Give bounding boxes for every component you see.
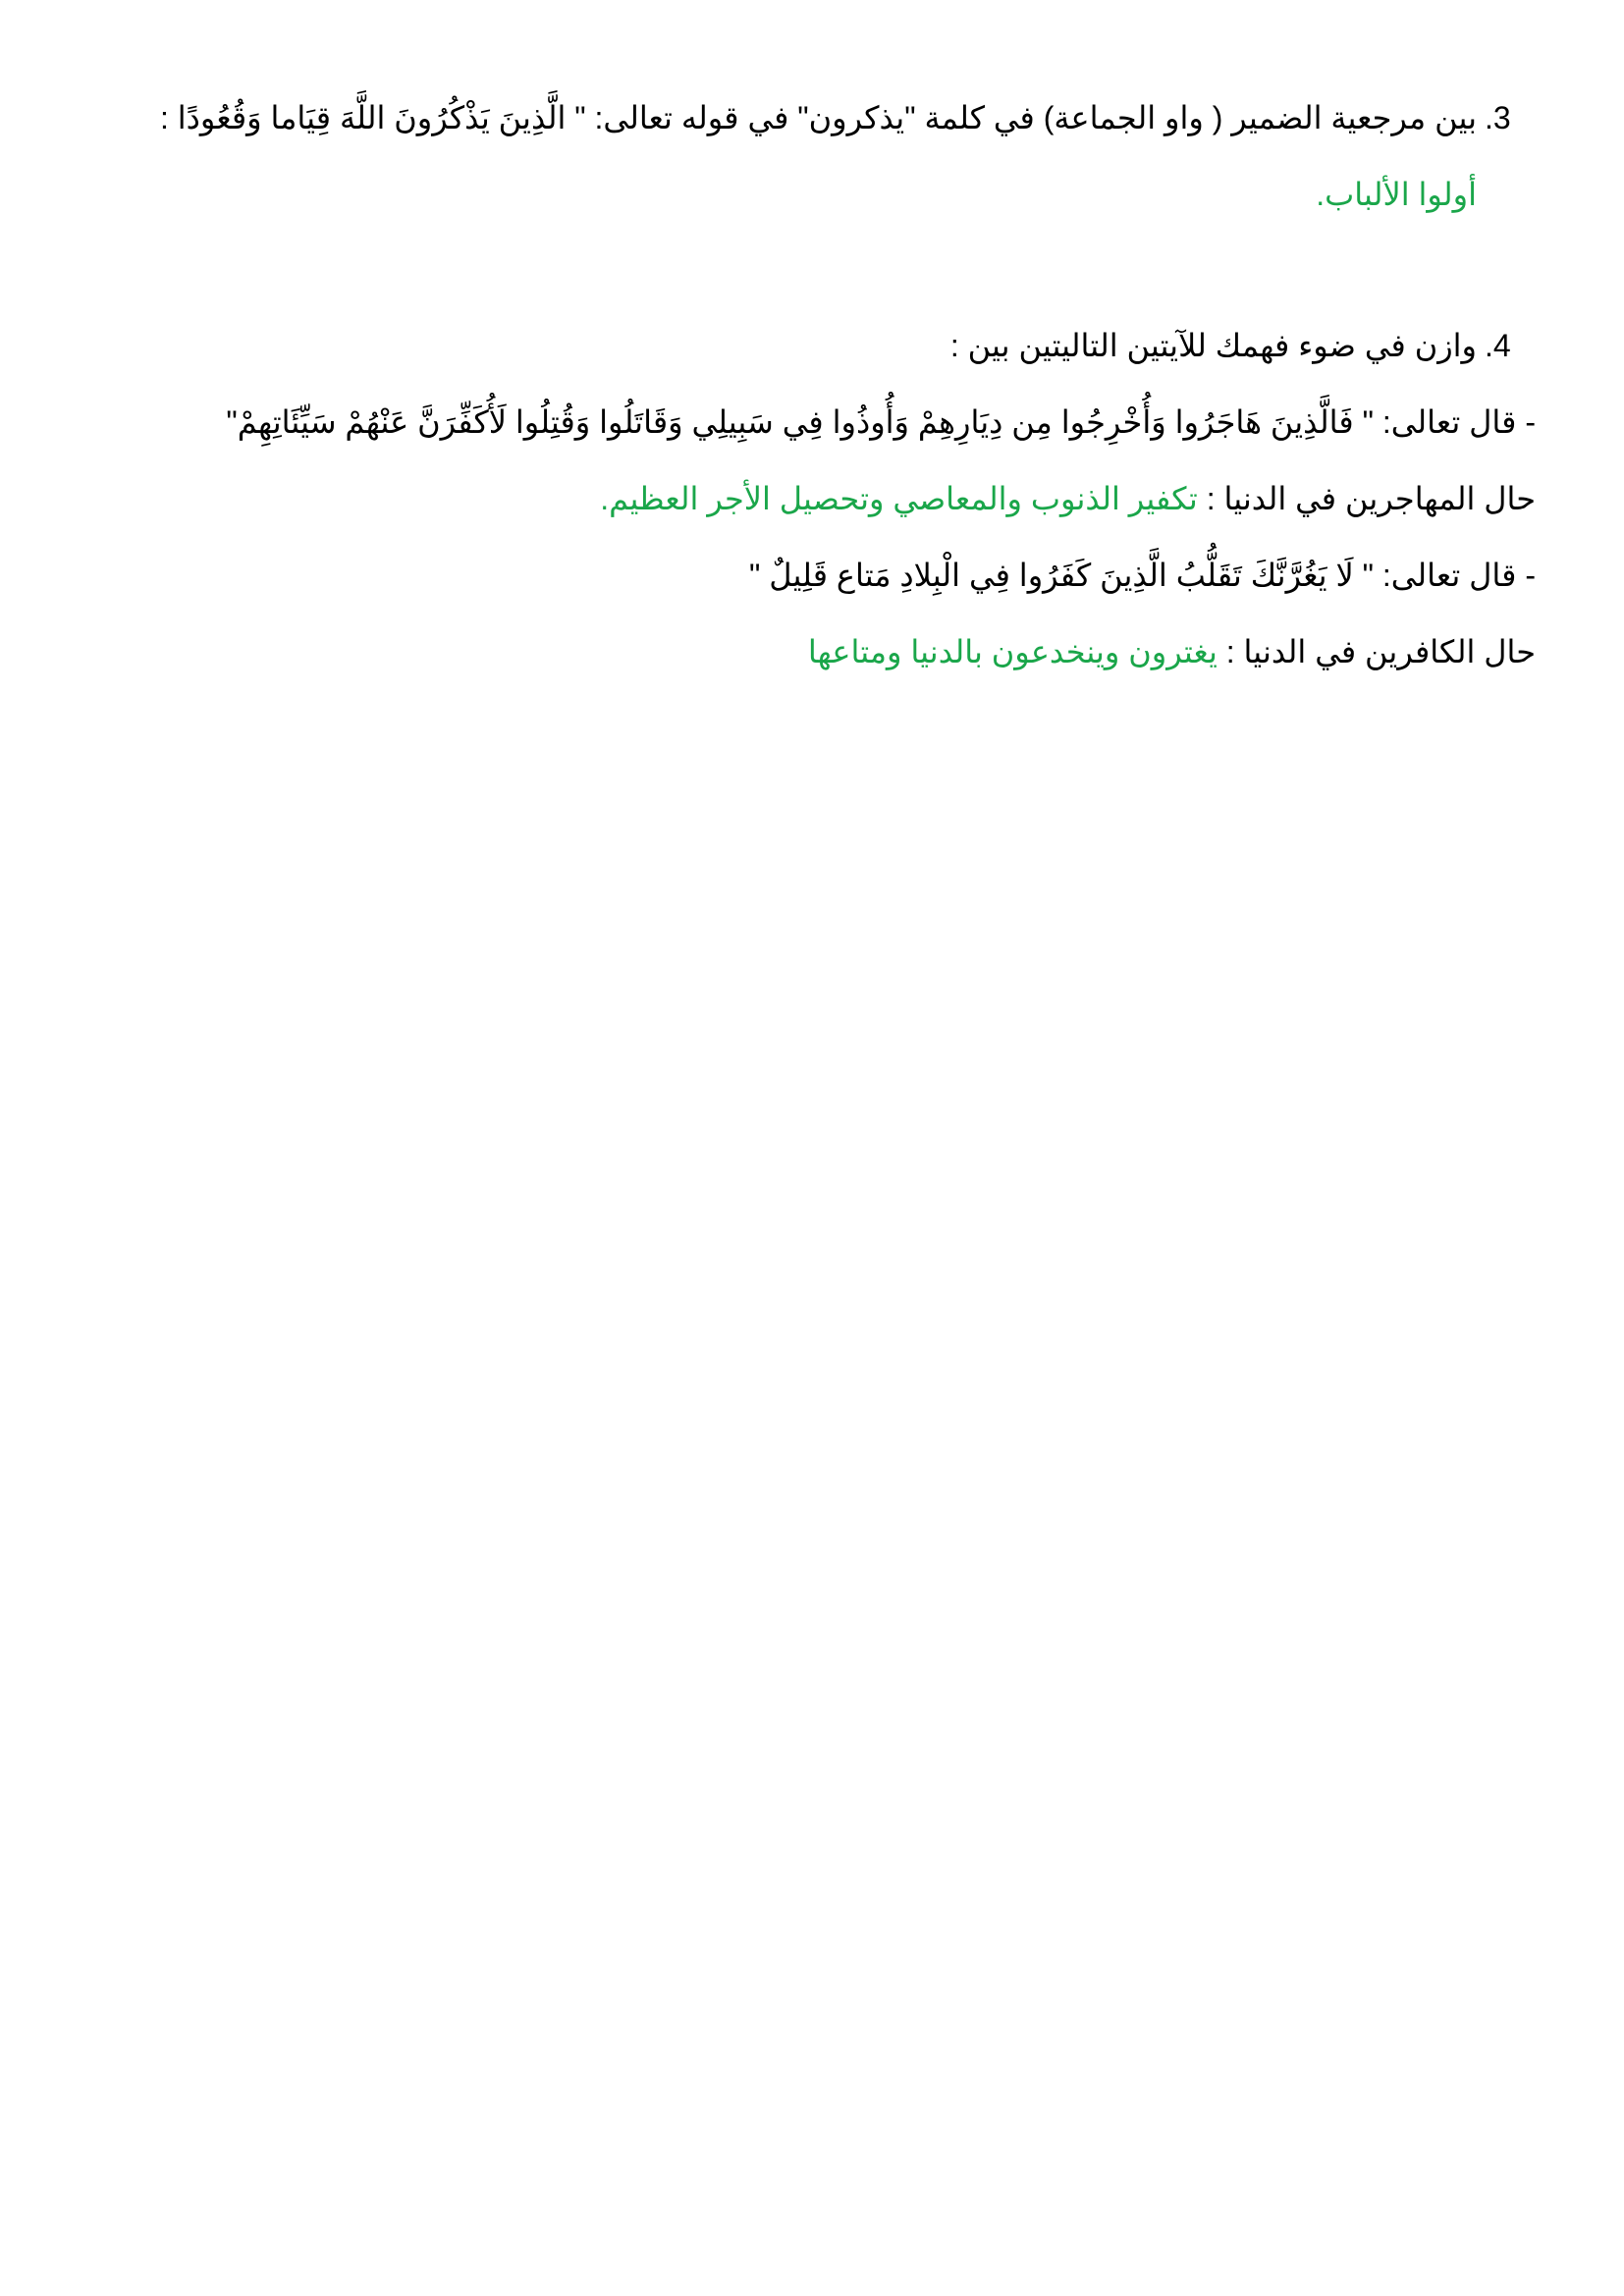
question-text: وازن في ضوء فهمك للآيتين التاليتين بين : (949, 328, 1477, 363)
state-2-answer: يغترون وينخدعون بالدنيا ومتاعها (807, 634, 1218, 669)
state-2 (147, 628, 1536, 675)
question-number: .3 (1485, 100, 1511, 135)
state-1-answer: تكفير الذنوب والمعاصي وتحصيل الأجر العظيم. (600, 481, 1198, 516)
state-1-label: حال المهاجرين في الدنيا : (1206, 481, 1536, 516)
question-3 (147, 94, 1536, 218)
verse-1: - قال تعالى: " فَالَّذِينَ هَاجَرُوا وَأُخْرِجُوا مِن دِيَارِهِمْ وَأُوذُوا فِي سَبِيلِي وَقَاتَلُوا وَقُتِلُوا لَأُكَفِّرَنَّ عَنْهُمْ سَيِّئَاتِهِمْ" (226, 404, 1536, 440)
question-number: .4 (1485, 328, 1511, 363)
state-2-label: حال الكافرين في الدنيا : (1225, 634, 1536, 669)
question-text: بين مرجعية الضمير ( واو الجماعة) في كلمة "يذكرون" في قوله تعالى: " الَّذِينَ يَذْكُرُونَ اللَّهَ قِيَاما وَقُعُودًا : (159, 100, 1477, 135)
document-body (147, 94, 1536, 705)
question-4-body (147, 399, 1536, 675)
question-4 (147, 322, 1536, 369)
state-1 (147, 475, 1536, 522)
verse-2: - قال تعالى: " لَا يَغُرَّنَّكَ تَقَلُّبُ الَّذِينَ كَفَرُوا فِي الْبِلادِ مَتاع قَلِيلٌ " (748, 558, 1536, 593)
answer-text: أولوا الألباب. (1316, 177, 1477, 212)
spacer (147, 247, 1536, 322)
